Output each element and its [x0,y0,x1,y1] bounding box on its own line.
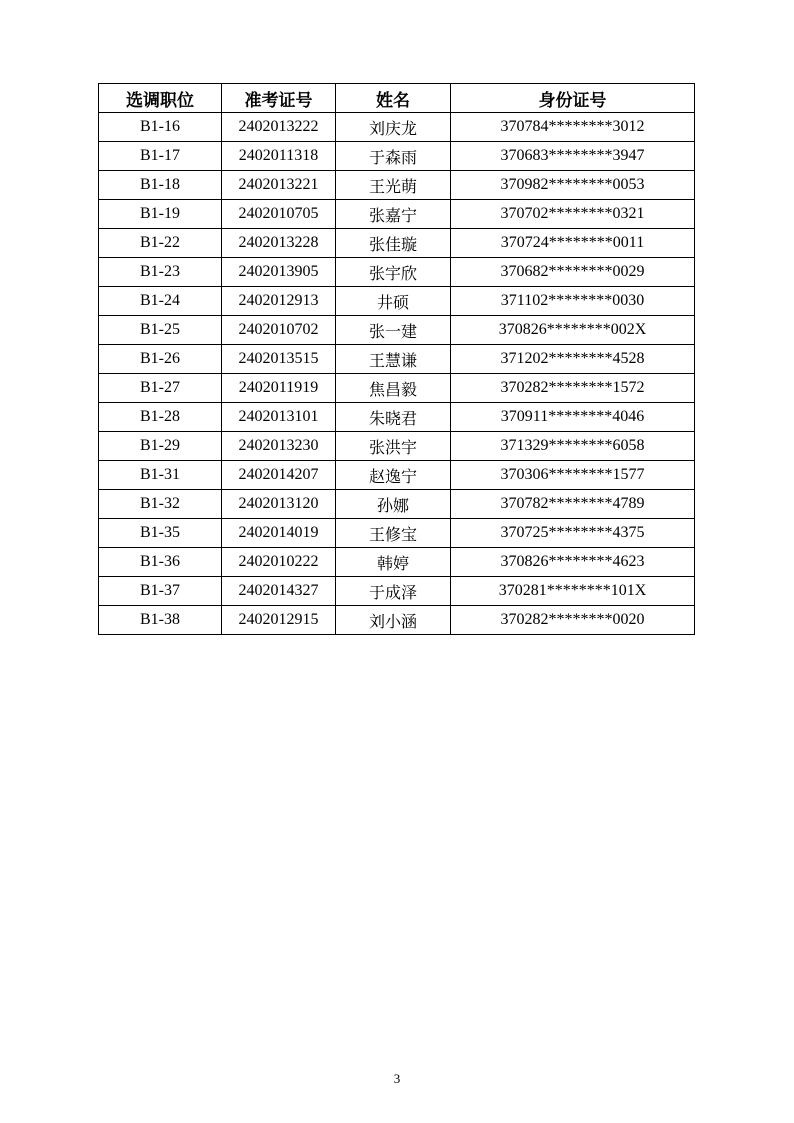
exam-number-cell: 2402010702 [222,316,336,345]
table-row [99,258,695,287]
position-cell: B1-18 [99,171,222,200]
name-cell: 王修宝 [336,519,451,548]
id-number-cell: 370282********1572 [451,374,695,403]
name-cell: 张佳璇 [336,229,451,258]
exam-number-cell: 2402013905 [222,258,336,287]
name-cell: 王光萌 [336,171,451,200]
table-row [99,577,695,606]
name-cell: 于森雨 [336,142,451,171]
id-number-cell: 370826********4623 [451,548,695,577]
id-number-cell: 371329********6058 [451,432,695,461]
exam-number-cell: 2402012913 [222,287,336,316]
id-number-cell: 371202********4528 [451,345,695,374]
name-cell: 焦昌毅 [336,374,451,403]
name-cell: 张洪宇 [336,432,451,461]
position-cell: B1-27 [99,374,222,403]
name-cell: 张宇欣 [336,258,451,287]
name-cell: 于成泽 [336,577,451,606]
table-row [99,403,695,432]
position-cell: B1-19 [99,200,222,229]
name-cell: 张一建 [336,316,451,345]
id-number-cell: 370911********4046 [451,403,695,432]
table-row [99,432,695,461]
table-row [99,287,695,316]
exam-number-cell: 2402010222 [222,548,336,577]
table-row [99,461,695,490]
name-cell: 王慧谦 [336,345,451,374]
table-row [99,490,695,519]
position-cell: B1-37 [99,577,222,606]
id-number-cell: 370724********0011 [451,229,695,258]
name-cell: 井硕 [336,287,451,316]
header-name: 姓名 [336,84,451,113]
name-cell: 刘庆龙 [336,113,451,142]
table-row [99,316,695,345]
table-row [99,142,695,171]
header-id-number: 身份证号 [451,84,695,113]
id-number-cell: 370826********002X [451,316,695,345]
exam-number-cell: 2402013222 [222,113,336,142]
table-body [99,113,695,635]
name-cell: 朱晓君 [336,403,451,432]
table-row [99,229,695,258]
name-cell: 刘小涵 [336,606,451,635]
id-number-cell: 370982********0053 [451,171,695,200]
position-cell: B1-28 [99,403,222,432]
position-cell: B1-23 [99,258,222,287]
exam-number-cell: 2402013230 [222,432,336,461]
name-cell: 韩婷 [336,548,451,577]
exam-number-cell: 2402011919 [222,374,336,403]
exam-number-cell: 2402013101 [222,403,336,432]
exam-number-cell: 2402013221 [222,171,336,200]
id-number-cell: 370682********0029 [451,258,695,287]
id-number-cell: 370281********101X [451,577,695,606]
position-cell: B1-38 [99,606,222,635]
exam-number-cell: 2402010705 [222,200,336,229]
position-cell: B1-25 [99,316,222,345]
name-cell: 孙娜 [336,490,451,519]
position-cell: B1-36 [99,548,222,577]
table-header-row [99,84,695,113]
table-row [99,200,695,229]
id-number-cell: 370782********4789 [451,490,695,519]
exam-number-cell: 2402014207 [222,461,336,490]
candidate-table [98,83,695,635]
page-number: 3 [393,1071,401,1086]
table-row [99,548,695,577]
table-row [99,113,695,142]
id-number-cell: 370306********1577 [451,461,695,490]
table-row [99,171,695,200]
exam-number-cell: 2402013515 [222,345,336,374]
id-number-cell: 371102********0030 [451,287,695,316]
id-number-cell: 370784********3012 [451,113,695,142]
position-cell: B1-32 [99,490,222,519]
exam-number-cell: 2402014019 [222,519,336,548]
position-cell: B1-29 [99,432,222,461]
header-exam-number: 准考证号 [222,84,336,113]
id-number-cell: 370725********4375 [451,519,695,548]
id-number-cell: 370702********0321 [451,200,695,229]
position-cell: B1-26 [99,345,222,374]
name-cell: 赵逸宁 [336,461,451,490]
header-position: 选调职位 [99,84,222,113]
exam-number-cell: 2402012915 [222,606,336,635]
table-row [99,345,695,374]
exam-number-cell: 2402014327 [222,577,336,606]
table-row [99,606,695,635]
position-cell: B1-17 [99,142,222,171]
exam-number-cell: 2402013120 [222,490,336,519]
table-row [99,519,695,548]
position-cell: B1-16 [99,113,222,142]
position-cell: B1-35 [99,519,222,548]
id-number-cell: 370683********3947 [451,142,695,171]
position-cell: B1-22 [99,229,222,258]
id-number-cell: 370282********0020 [451,606,695,635]
exam-number-cell: 2402013228 [222,229,336,258]
table-row [99,374,695,403]
position-cell: B1-24 [99,287,222,316]
exam-number-cell: 2402011318 [222,142,336,171]
position-cell: B1-31 [99,461,222,490]
name-cell: 张嘉宁 [336,200,451,229]
